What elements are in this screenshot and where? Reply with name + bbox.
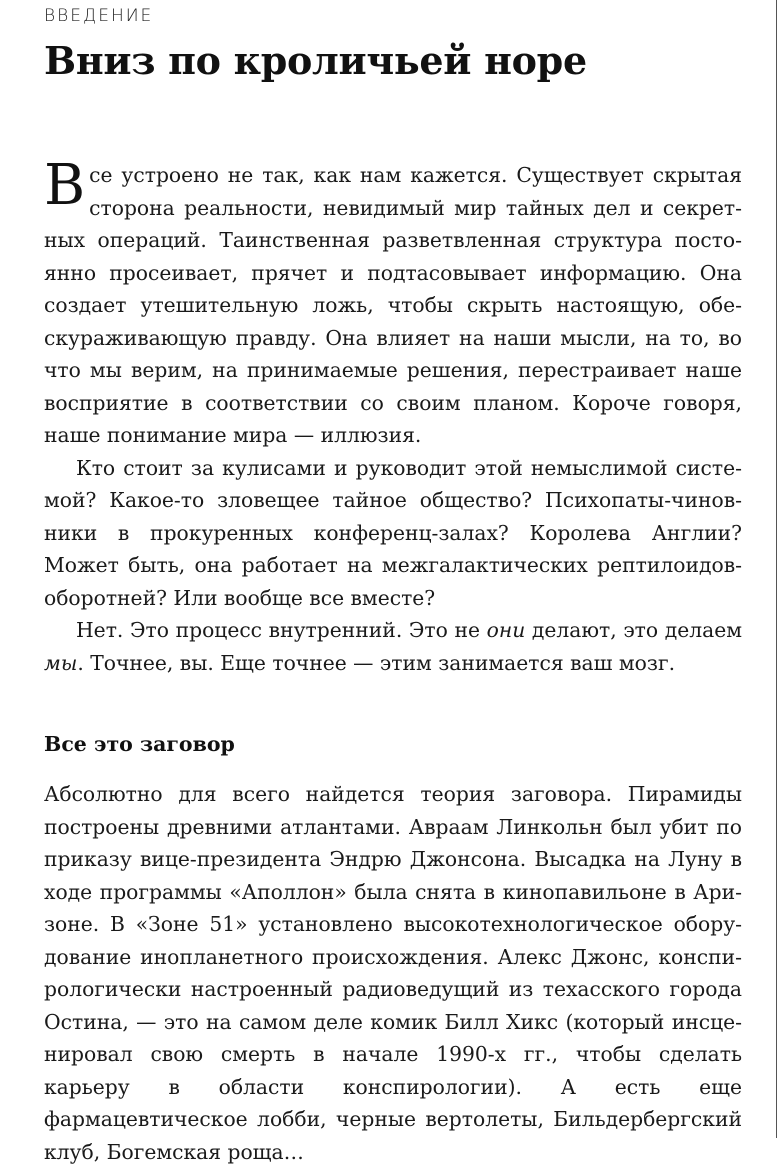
- section-text: [44, 778, 742, 1168]
- intro-text: [44, 153, 742, 679]
- intro-paragraph-3: [44, 614, 742, 679]
- drop-cap: В: [44, 153, 86, 218]
- chapter-kicker: ВВЕДЕНИЕ: [44, 6, 154, 26]
- intro-paragraph-3-part-a: Нет. Это процесс внутренний. Это не: [76, 618, 487, 642]
- intro-paragraph-2: Кто стоит за кулисами и руководит этой немыслимой системой? Какое-то зловещее тайное общество? Психопаты-чиновники в прокуренных конференц-залах? Королева Англии? Может быть, она работает на межгалактических рептилоидов-оборотней? Или вообще все вместе?: [44, 455, 742, 610]
- emphasis-they: они: [486, 618, 526, 642]
- intro-paragraph-1: [44, 153, 742, 452]
- chapter-title: Вниз по кроличьей норе: [44, 38, 587, 83]
- section-paragraph-1: Абсолютно для всего найдется теория заговора. Пирамиды построены древними атлантами. Авраам Линкольн был убит по приказу вице-президента Эндрю Джонсона. Высадка на Луну в ходе программы «Аполлон» была снята в кинопавильоне в Аризоне. В «Зоне 51» установлено высокотехнологическое оборудование инопланетного происхождения. Алекс Джонс, конспирологически настроенный радиоведущий из техасского города Остина, — это на самом деле комик Билл Хикс (который инсценировал свою смерть в начале 1990-х гг., чтобы сделать карьеру в области конспирологии). А есть еще фармацевтическое лобби, черные вертолеты, Бильдербергский клуб, Богемская роща…: [44, 782, 742, 1164]
- intro-paragraph-3-part-c: . Точнее, вы. Еще точнее — этим занимается ваш мозг.: [77, 650, 676, 675]
- section-heading: Все это заговор: [44, 732, 235, 756]
- emphasis-we: мы: [44, 650, 78, 675]
- intro-paragraph-3-part-b: делают, это делаем: [525, 618, 742, 642]
- intro-paragraph-1-text: се устроено не так, как нам кажется. Существует скрытая сторона реальности, невидимый мир тайных дел и секретных операций. Таинственная разветвленная структура постоянно просеивает, прячет и подтасовывает информацию. Она создает утешительную ложь, чтобы скрыть настоящую, обескураживающую правду. Она влияет на наши мысли, на то, во что мы верим, на принимаемые решения, перестраивает наше восприятие в соответствии со своим планом. Короче говоря, наше понимание мира — иллюзия.: [44, 163, 742, 447]
